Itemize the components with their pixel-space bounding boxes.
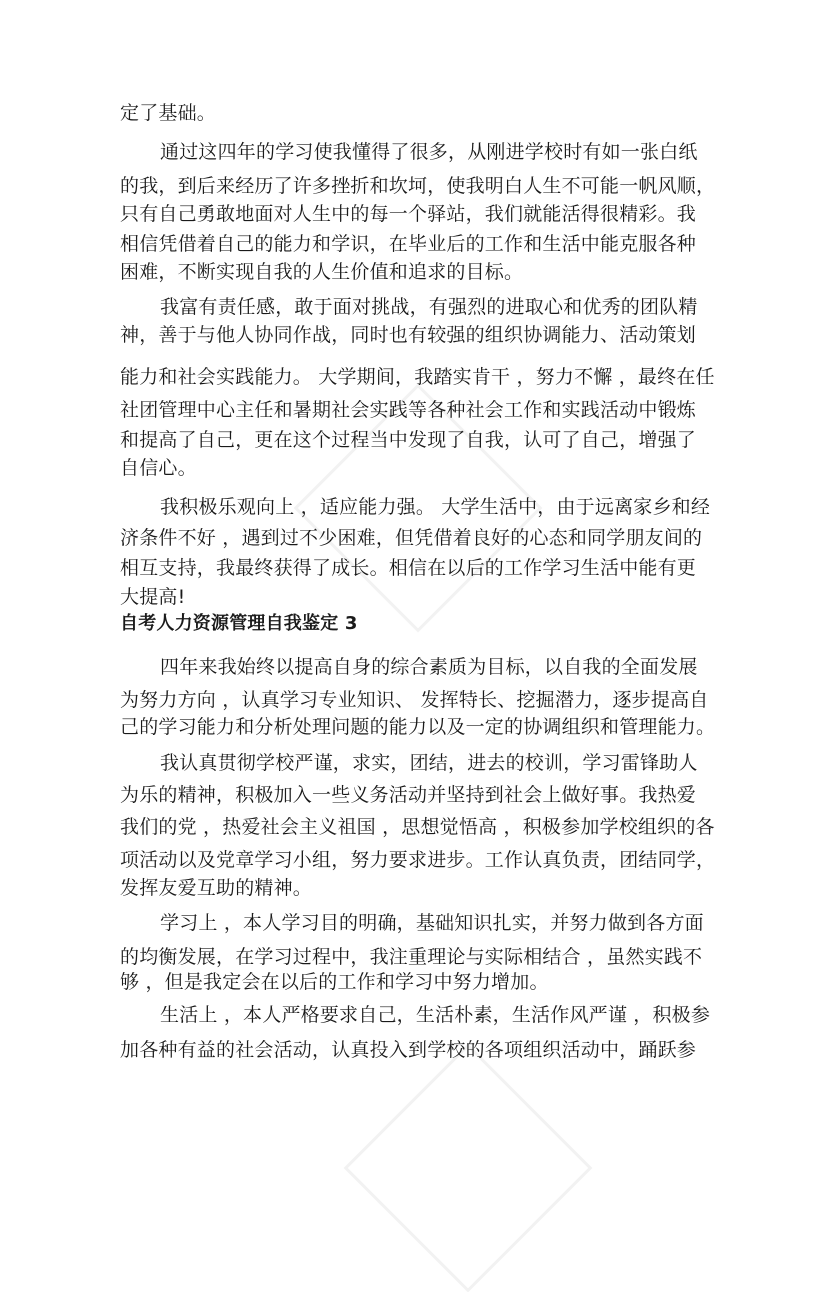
text-line: 定了基础。 — [120, 102, 217, 124]
watermark — [344, 1044, 593, 1292]
text-line: 为努力方向 ，认真学习专业知识、 发挥特长、挖掘潜力，逐步提高自 — [120, 689, 709, 711]
text-line: 相信凭借着自己的能力和学识，在毕业后的工作和生活中能克服各种 — [120, 233, 697, 255]
paragraph-start: 我认真贯彻学校严谨，求实，团结，进去的校训，学习雷锋助人 — [160, 752, 698, 774]
text-line: 能力和社会实践能力。 大学期间，我踏实肯干 ，努力不懈 ，最终在任 — [120, 366, 715, 388]
text-line: 困难，不断实现自我的人生价值和追求的目标。 — [120, 261, 524, 283]
text-line: 济条件不好 ，遇到过不少困难，但凭借着良好的心态和同学朋友间的 — [120, 527, 703, 549]
text-line: 自信心。 — [120, 457, 197, 479]
text-line: 相互支持，我最终获得了成长。相信在以后的工作学习生活中能有更 — [120, 557, 697, 579]
section-heading: 自考人力资源管理自我鉴定 3 — [120, 613, 358, 634]
text-line: 大提高! — [120, 586, 186, 608]
text-line: 的我，到后来经历了许多挫折和坎坷，使我明白人生不可能一帆风顺， — [120, 175, 716, 197]
text-line: 发挥友爱互助的精神。 — [120, 877, 313, 899]
text-line: 够 ，但是我定会在以后的工作和学习中努力增加。 — [120, 971, 549, 993]
text-line: 只有自己勇敢地面对人生中的每一个驿站，我们就能活得很精彩。我 — [120, 203, 697, 225]
paragraph-start: 我积极乐观向上 ，适应能力强。 大学生活中，由于远离家乡和经 — [160, 496, 711, 518]
paragraph-start: 我富有责任感，敢于面对挑战，有强烈的进取心和优秀的团队精 — [160, 296, 698, 318]
text-line: 己的学习能力和分析处理问题的能力以及一定的协调组织和管理能力。 — [120, 716, 716, 738]
text-line: 和提高了自己，更在这个过程当中发现了自我，认可了自己，增强了 — [120, 429, 697, 451]
text-line: 的均衡发展，在学习过程中，我注重理论与实际相结合 ，虽然实践不 — [120, 946, 703, 968]
text-line: 我们的党 ，热爱社会主义祖国 ，思想觉悟高 ，积极参加学校组织的各 — [120, 816, 715, 838]
text-line: 项活动以及党章学习小组，努力要求进步。工作认真负责，团结同学， — [120, 849, 716, 871]
paragraph-start: 四年来我始终以提高自身的综合素质为目标，以自我的全面发展 — [160, 656, 698, 678]
paragraph-start: 学习上 ，本人学习目的明确，基础知识扎实，并努力做到各方面 — [160, 912, 704, 934]
paragraph-start: 通过这四年的学习使我懂得了很多，从刚进学校时有如一张白纸 — [160, 141, 698, 163]
text-line: 神，善于与他人协同作战，同时也有较强的组织协调能力、活动策划 — [120, 324, 697, 346]
paragraph-start: 生活上 ，本人严格要求自己，生活朴素，生活作风严谨 ，积极参 — [160, 1004, 711, 1026]
text-line: 加各种有益的社会活动，认真投入到学校的各项组织活动中，踊跃参 — [120, 1039, 697, 1061]
text-line: 社团管理中心主任和暑期社会实践等各种社会工作和实践活动中锻炼 — [120, 399, 697, 421]
text-line: 为乐的精神，积极加入一些义务活动并坚持到社会上做好事。我热爱 — [120, 784, 697, 806]
